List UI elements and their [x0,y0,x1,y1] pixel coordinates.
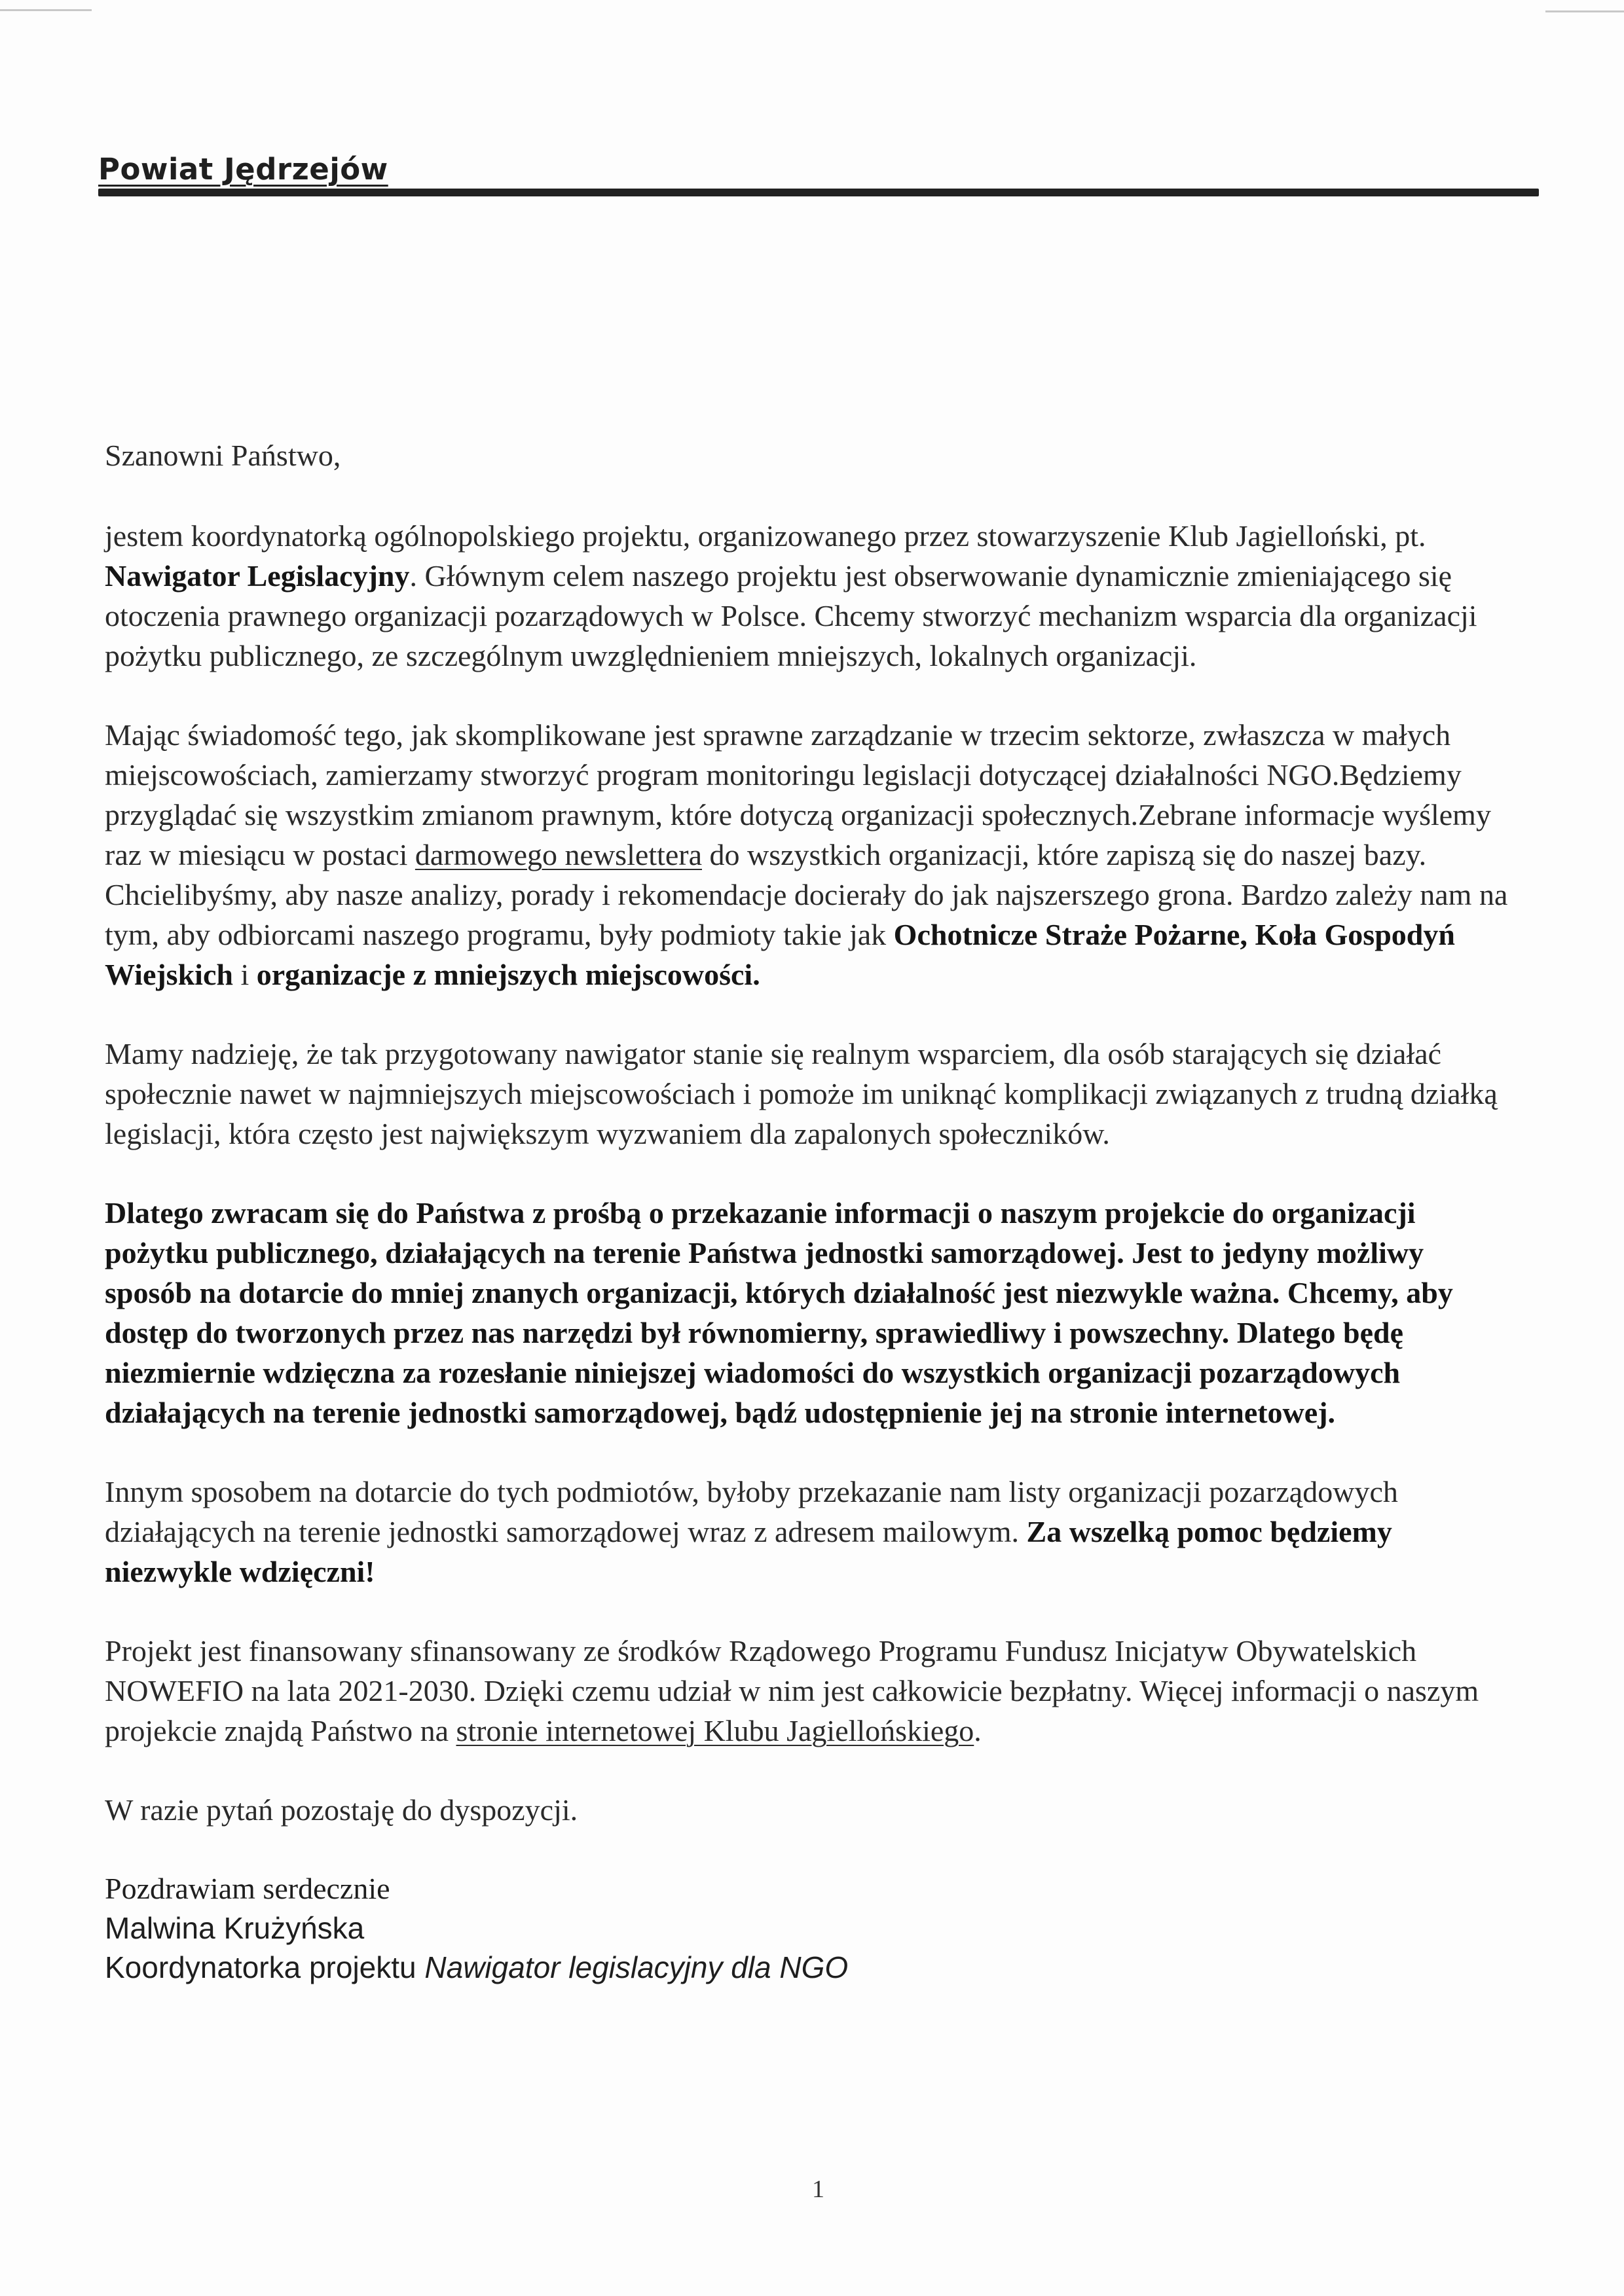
paragraph-intro-text-c: . Głównym celem naszego projektu jest obserwowanie dynamicznie zmieniającego się otoczenia prawnego organizacji pozarządowych w Polsce. Chcemy stworzyć mechanizm wsparcia dla organizacji pożytku publicznego, ze szczególnym uwzględnieniem mniejszych, lokalnych organizacji. [105,559,1477,672]
paragraph-alternative-text: Innym sposobem na dotarcie do tych podmiotów, byłoby przekazanie nam listy organizacji pozarządowych działających na terenie jednostki samorządowej wraz z adresem mailowym. [105,1475,1398,1548]
paragraph-funding-text-a: Projekt jest finansowany sfinansowany ze środków Rządowego Programu Fundusz Inicjatyw Obywatelskich NOWEFIO na lata 2021-2030. Dzięki czemu udział w nim jest całkowicie bezpłatny. Więcej informacji o naszym projekcie znajdą Państwo na [105,1634,1479,1747]
paragraph-contact: W razie pytań pozostaję do dyspozycji. [105,1793,578,1827]
paragraph-audience [105,875,1513,994]
paragraph-request [105,1193,1513,1432]
audience-bold-1: Ochotnicze Straże Pożarne, Koła Gospodyń Wiejskich [105,918,1455,991]
request-bold-text: Dlatego zwracam się do Państwa z prośbą o przekazanie informacji o naszym projekcie do organizacji pożytku publicznego, działających na terenie Państwa jednostki samorządowej. Jest to jedyny możliwy sposób na dotarcie do mniej znanych organizacji, których działalność jest niezwykle ważna. Chcemy, aby dostęp do tworzonych przez nas narzędzi był równomierny, sprawiedliwy i powszechny. Dlatego będę niezmiernie wdzięczna za rozesłanie niniejszej wiadomości do wszystkich organizacji pozarządowych działających na terenie jednostki samorządowej, bądź udostępnienie jej na stronie internetowej. [105,1196,1453,1429]
newsletter-link[interactable]: darmowego newslettera [415,838,702,871]
greeting: Szanowni Państwo, [105,439,341,472]
project-name: Nawigator Legislacyjny [105,559,410,592]
header-rule [98,189,1539,196]
scan-edge-mark-left [0,9,92,11]
paragraph-program [105,715,1513,875]
paragraph-audience-text-mid: i [232,958,257,991]
paragraph-program-text-b: do wszystkich organizacji, które zapiszą się do naszej bazy. [702,838,1427,871]
letter-header [98,152,1539,187]
paragraph-program-text-a: Mając świadomość tego, jak skomplikowane jest sprawne zarządzanie w trzecim sektorze, zwłaszcza w małych miejscowościach, zamierzamy stworzyć program monitoringu legislacji dotyczącej działalności NGO.Będziemy przyglądać się wszystkim zmianom prawnym, które dotyczą organizacji społecznych.Zebrane informacje wyślemy raz w miesiącu w postaci [105,718,1491,871]
paragraph-alternative [105,1472,1513,1592]
thanks-bold: Za wszelką pomoc będziemy niezwykle wdzięczni! [105,1515,1392,1588]
paragraph-hope: Mamy nadzieję, że tak przygotowany nawigator stanie się realnym wsparciem, dla osób starających się działać społecznie nawet w najmniejszych miejscowościach i pomoże im uniknąć komplikacji związanych z trudną działką legislacji, która często jest największym wyzwaniem dla zapalonych społeczników. [105,1037,1498,1150]
signature-role [105,1948,1513,1987]
paragraph-audience-text-a: Chcielibyśmy, aby nasze analizy, porady i rekomendacje docierały do jak najszerszego grona. Bardzo zależy nam na tym, aby odbiorcami naszego programu, były podmioty takie jak [105,878,1508,951]
scan-edge-mark-right [1545,10,1624,12]
audience-bold-2: organizacje z mniejszych miejscowości. [256,958,760,991]
signature-role-text: Koordynatorka projektu [105,1950,425,1984]
recipient-title: Powiat Jędrzejów [98,152,388,187]
signature-block [105,1869,1513,1987]
signature-name: Malwina Krużyńska [105,1911,365,1945]
signature-project: Nawigator legislacyjny dla NGO [424,1950,849,1984]
paragraph-intro-text-a: jestem koordynatorką ogólnopolskiego projektu, organizowanego przez stowarzyszenie Klub Jagielloński, pt. [105,519,1426,553]
page-number: 1 [812,2176,824,2203]
paragraph-intro [105,516,1513,676]
letter-body [105,435,1513,1987]
paragraph-funding-text-b: . [974,1714,982,1747]
paragraph-funding [105,1631,1513,1751]
closing-phrase: Pozdrawiam serdecznie [105,1872,390,1905]
club-website-link[interactable]: stronie internetowej Klubu Jagiellońskiego [456,1714,974,1747]
